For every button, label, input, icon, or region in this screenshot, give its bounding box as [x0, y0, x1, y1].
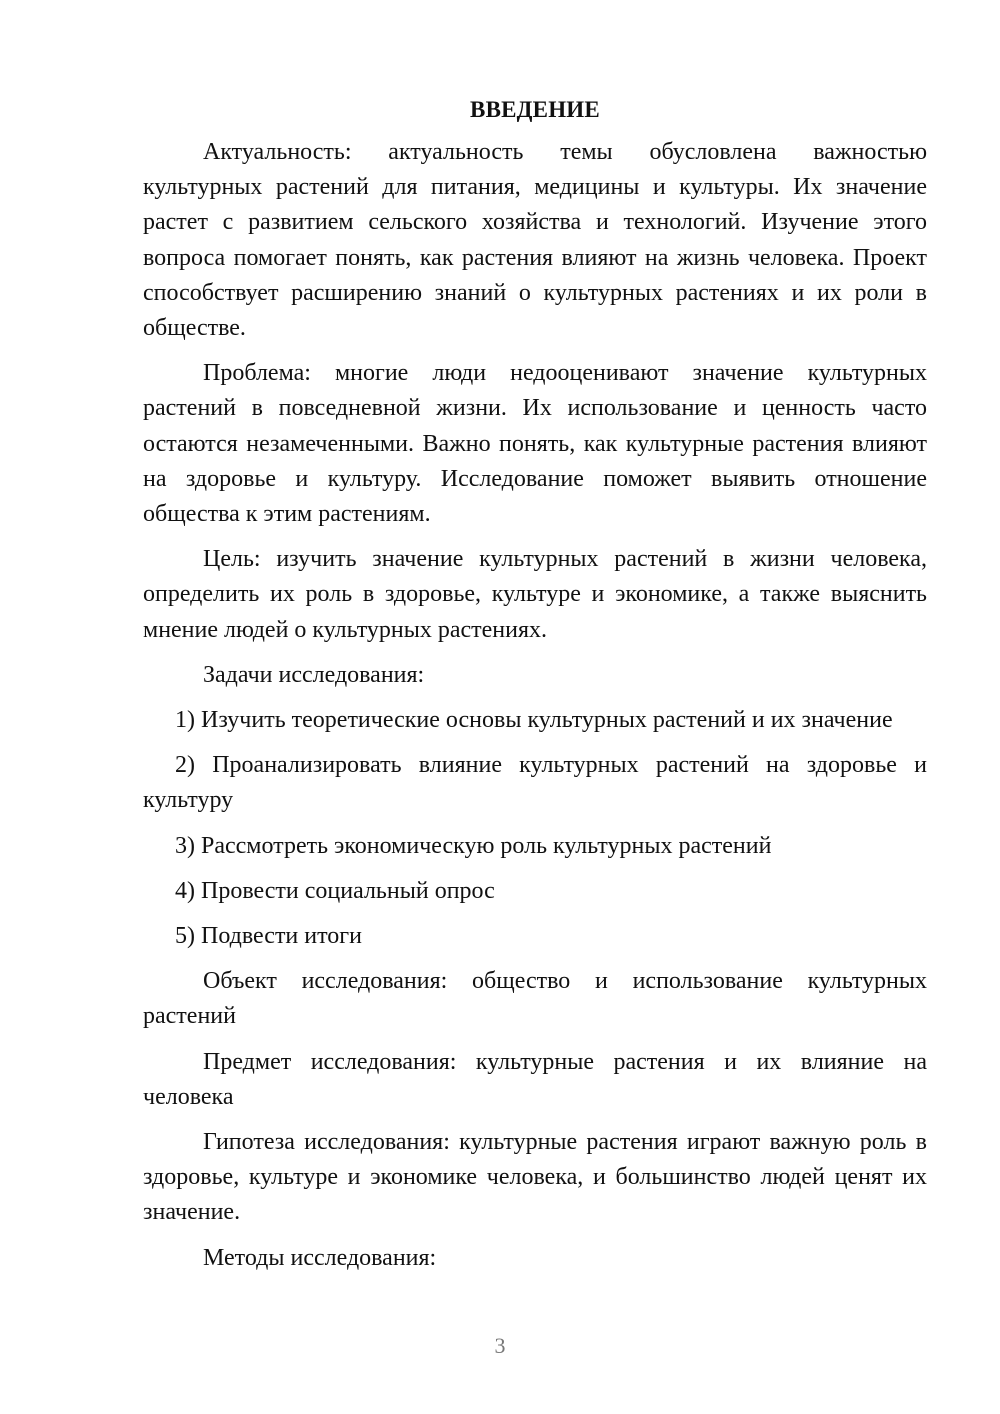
paragraph-object: Объект исследования: общество и использование культурных растений — [143, 968, 927, 1030]
tasks-list — [143, 703, 927, 954]
paragraph-hypothesis: Гипотеза исследования: культурные растения играют важную роль в здоровье, культуре и экономике человека, и большинство людей ценят их значение. — [143, 1129, 927, 1226]
task-item: 1) Изучить теоретические основы культурных растений и их значение — [175, 707, 893, 734]
paragraph-problem: Проблема: многие люди недооценивают значение культурных растений в повседневной жизни. Их использование и ценность часто остаются незамеченными. Важно понять, как культурные растения влияют на здоровье и культуру. Исследование поможет выявить отношение общества к этим растениям. — [143, 360, 927, 528]
task-item: 3) Рассмотреть экономическую роль культурных растений — [175, 832, 772, 859]
page-content — [143, 92, 927, 1286]
task-item: 5) Подвести итоги — [175, 923, 362, 950]
task-item: 2) Проанализировать влияние культурных растений на здоровье и культуру — [143, 752, 927, 814]
page-title: ВВЕДЕНИЕ — [470, 97, 600, 122]
paragraph-subject: Предмет исследования: культурные растения и их влияние на человека — [143, 1048, 927, 1110]
page-number: 3 — [494, 1333, 506, 1358]
methods-heading: Методы исследования: — [203, 1244, 437, 1271]
paragraph-relevance: Актуальность: актуальность темы обусловлена важностью культурных растений для питания, медицины и культуры. Их значение растет с развитием сельского хозяйства и технологий. Изучение этого вопроса помогает понять, как растения влияют на жизнь человека. Проект способствует расширению знаний о культурных растениях и их роли в обществе. — [143, 139, 927, 342]
tasks-heading: Задачи исследования: — [203, 661, 425, 688]
task-item: 4) Провести социальный опрос — [175, 877, 495, 904]
paragraph-goal: Цель: изучить значение культурных растений в жизни человека, определить их роль в здоровье, культуре и экономике, а также выяснить мнение людей о культурных растениях. — [143, 546, 927, 643]
